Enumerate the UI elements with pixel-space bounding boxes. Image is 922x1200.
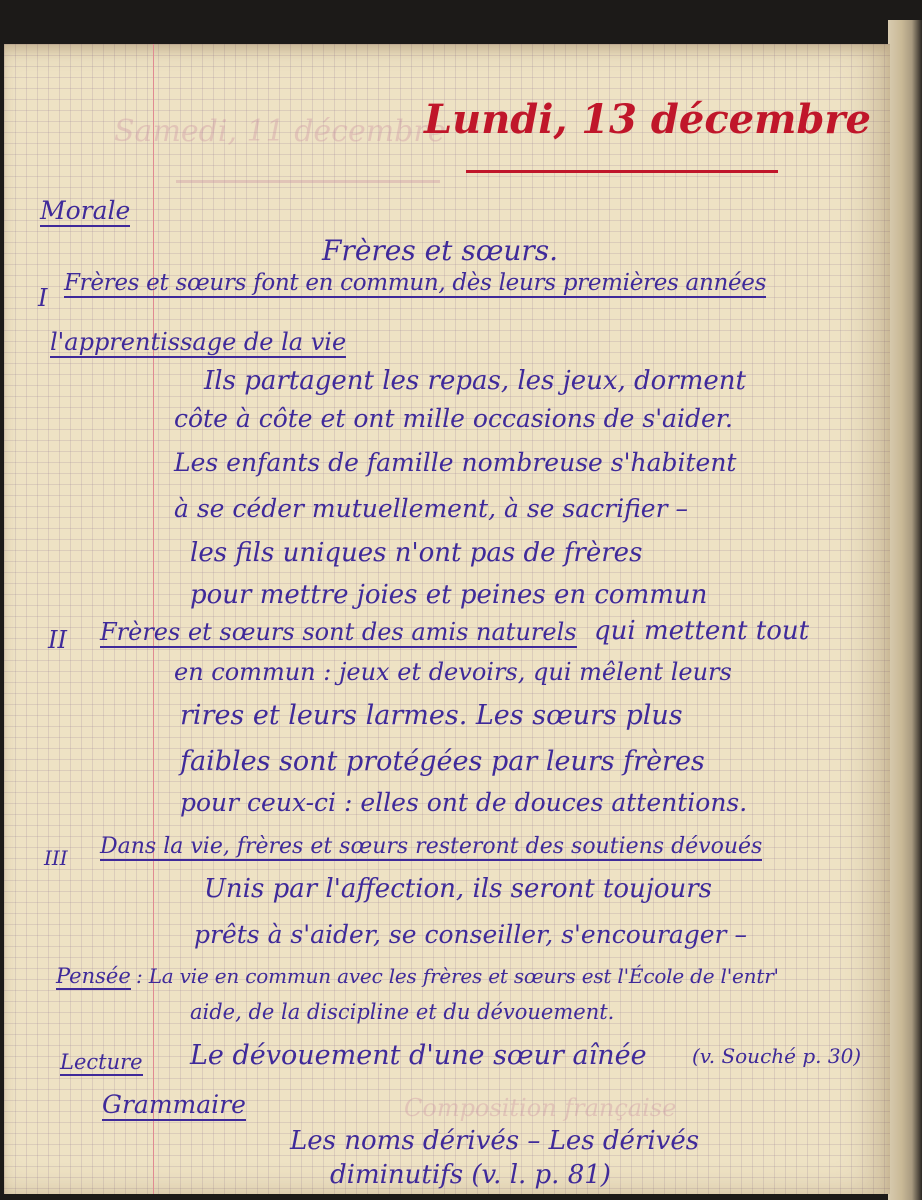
morale-label: Morale [40,196,131,225]
point2-line: pour ceux-ci : elles ont de douces attentions. [180,788,748,817]
bleed-through-heading: Composition française [404,1094,677,1122]
point2-line: faibles sont protégées par leurs frères [180,746,705,777]
point3-line: Unis par l'affection, ils seront toujours [204,874,713,904]
point1-line: Ils partagent les repas, les jeux, dorment [204,366,747,396]
pensee-label: Pensée [56,964,131,988]
grammaire-line: diminutifs (v. l. p. 81) [330,1160,611,1190]
point1-line: côte à côte et ont mille occasions de s'aider. [174,404,733,433]
point3-numeral: III [44,846,68,870]
point1-line: les fils uniques n'ont pas de frères [190,538,643,568]
point1-line: à se céder mutuellement, à se sacrifier – [174,494,688,523]
point2-heading-tail: qui mettent tout [594,616,810,646]
page-date: Lundi, 13 décembre [424,96,871,143]
pensee-text-continued: aide, de la discipline et du dévouement. [190,1000,615,1024]
point2-line: rires et leurs larmes. Les sœurs plus [180,700,683,731]
point3-heading: Dans la vie, frères et sœurs resteront des soutiens dévoués [100,834,763,859]
point3-line: prêts à s'aider, se conseiller, s'encourager – [194,920,747,949]
pensee-text: : La vie en commun avec les frères et sœurs est l'École de l'entr' [136,964,779,988]
point2-heading: Frères et sœurs sont des amis naturels [100,618,577,646]
point1-line: pour mettre joies et peines en commun [190,580,708,610]
point2-line: en commun : jeux et devoirs, qui mêlent leurs [174,658,732,686]
point1-numeral: I [38,284,48,312]
point2-numeral: II [48,626,67,654]
lecture-title: Le dévouement d'une sœur aînée [190,1040,647,1071]
morale-title: Frères et sœurs. [322,234,559,267]
bleed-through-date: Samedi, 11 décembre [114,114,446,149]
point1-line: Les enfants de famille nombreuse s'habitent [174,448,737,477]
notebook-edge [888,20,922,1200]
lecture-label: Lecture [60,1050,143,1074]
bleed-through-underline [176,180,440,183]
grammaire-line: Les noms dérivés – Les dérivés [290,1126,700,1156]
grammaire-label: Grammaire [102,1090,246,1119]
notebook-page [4,44,890,1194]
date-underline [466,170,778,173]
point1-heading: Frères et sœurs font en commun, dès leurs premières années [64,270,767,296]
lecture-reference: (v. Souché p. 30) [692,1044,862,1068]
point1-heading-continued: l'apprentissage de la vie [50,328,347,356]
